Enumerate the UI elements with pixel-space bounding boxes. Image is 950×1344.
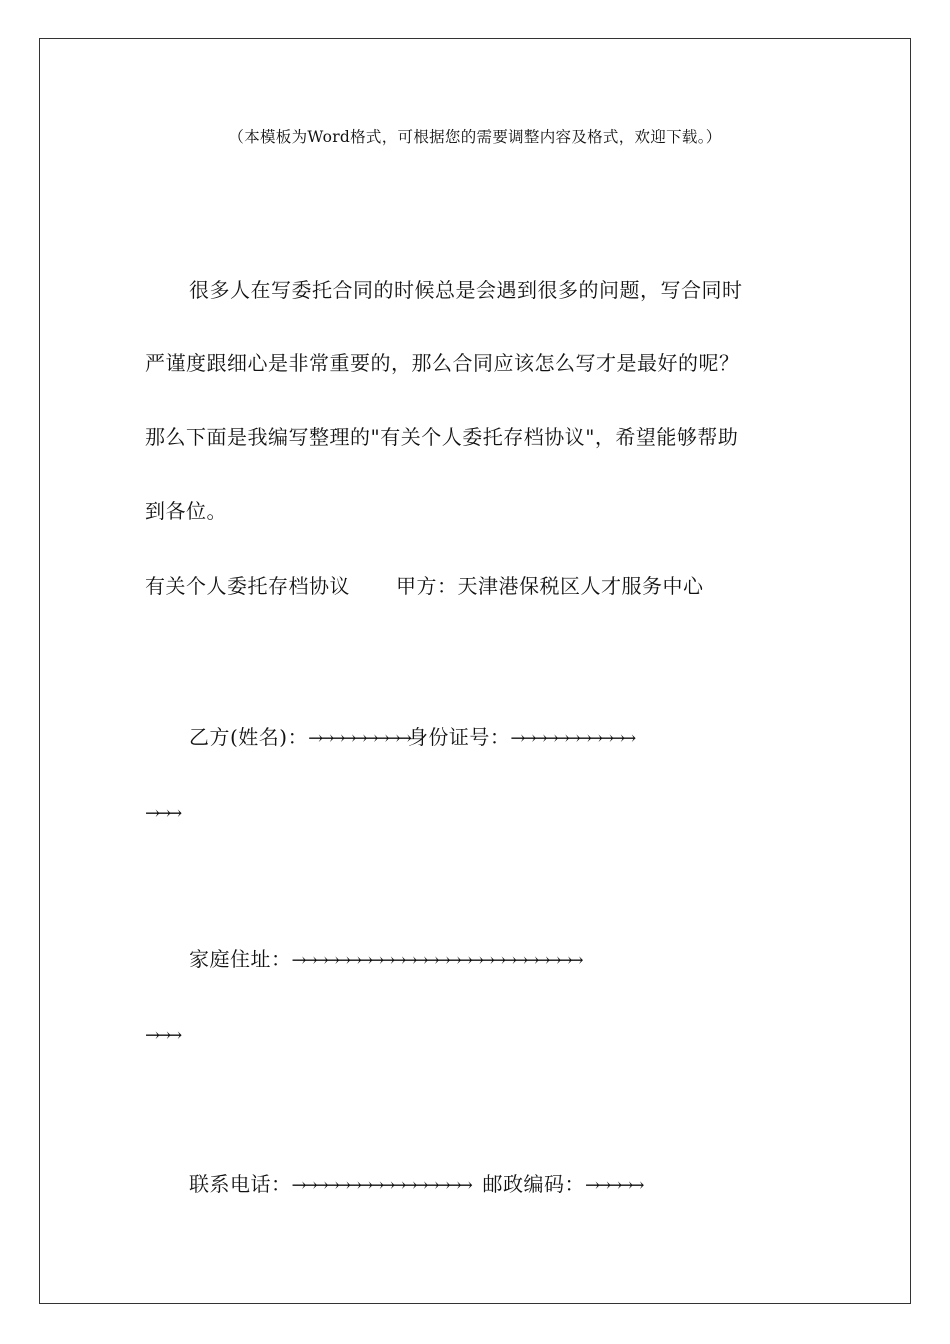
id-label: 身份证号： <box>407 725 511 749</box>
address-label: 家庭住址： <box>189 947 292 971</box>
intro-line-2: 严谨度跟细心是非常重要的，那么合同应该怎么写才是最好的呢？ <box>145 351 740 375</box>
phone-label: 联系电话： <box>189 1172 292 1196</box>
address-blank: →→→→→→→→→→→→→→→→→→→→→→→→→→ <box>291 950 580 971</box>
party-b-line <box>189 724 632 752</box>
id-blank: →→→→→→→→→→→ <box>510 728 633 749</box>
intro-line-1: 很多人在写委托合同的时候总是会遇到很多的问题，写合同时 <box>189 278 743 302</box>
title-line <box>145 573 704 599</box>
id-blank-cont-line <box>145 799 178 827</box>
intro-line-3: 那么下面是我编写整理的"有关个人委托存档协议"，希望能够帮助 <box>145 425 739 449</box>
address-blank-cont: →→→ <box>145 1025 179 1046</box>
party-a: 甲方：天津港保税区人才服务中心 <box>396 574 704 598</box>
id-blank-cont: →→→ <box>145 803 179 824</box>
party-b-name-label: 乙方(姓名)： <box>189 725 309 749</box>
intro-line-4: 到各位。 <box>145 499 227 523</box>
address-line <box>189 946 580 974</box>
page-border <box>39 38 911 1304</box>
phone-line <box>189 1171 640 1199</box>
document-title: 有关个人委托存档协议 <box>145 574 350 598</box>
phone-blank: →→→→→→→→→→→→→→→→ <box>291 1175 471 1196</box>
template-notice: （本模板为Word格式，可根据您的需要调整内容及格式，欢迎下载。） <box>228 128 722 146</box>
address-blank-cont-line <box>145 1021 178 1049</box>
postcode-blank: →→→→→ <box>585 1175 641 1196</box>
party-b-name-blank: →→→→→→→→→ <box>308 728 408 749</box>
postcode-label: 邮政编码： <box>482 1172 586 1196</box>
